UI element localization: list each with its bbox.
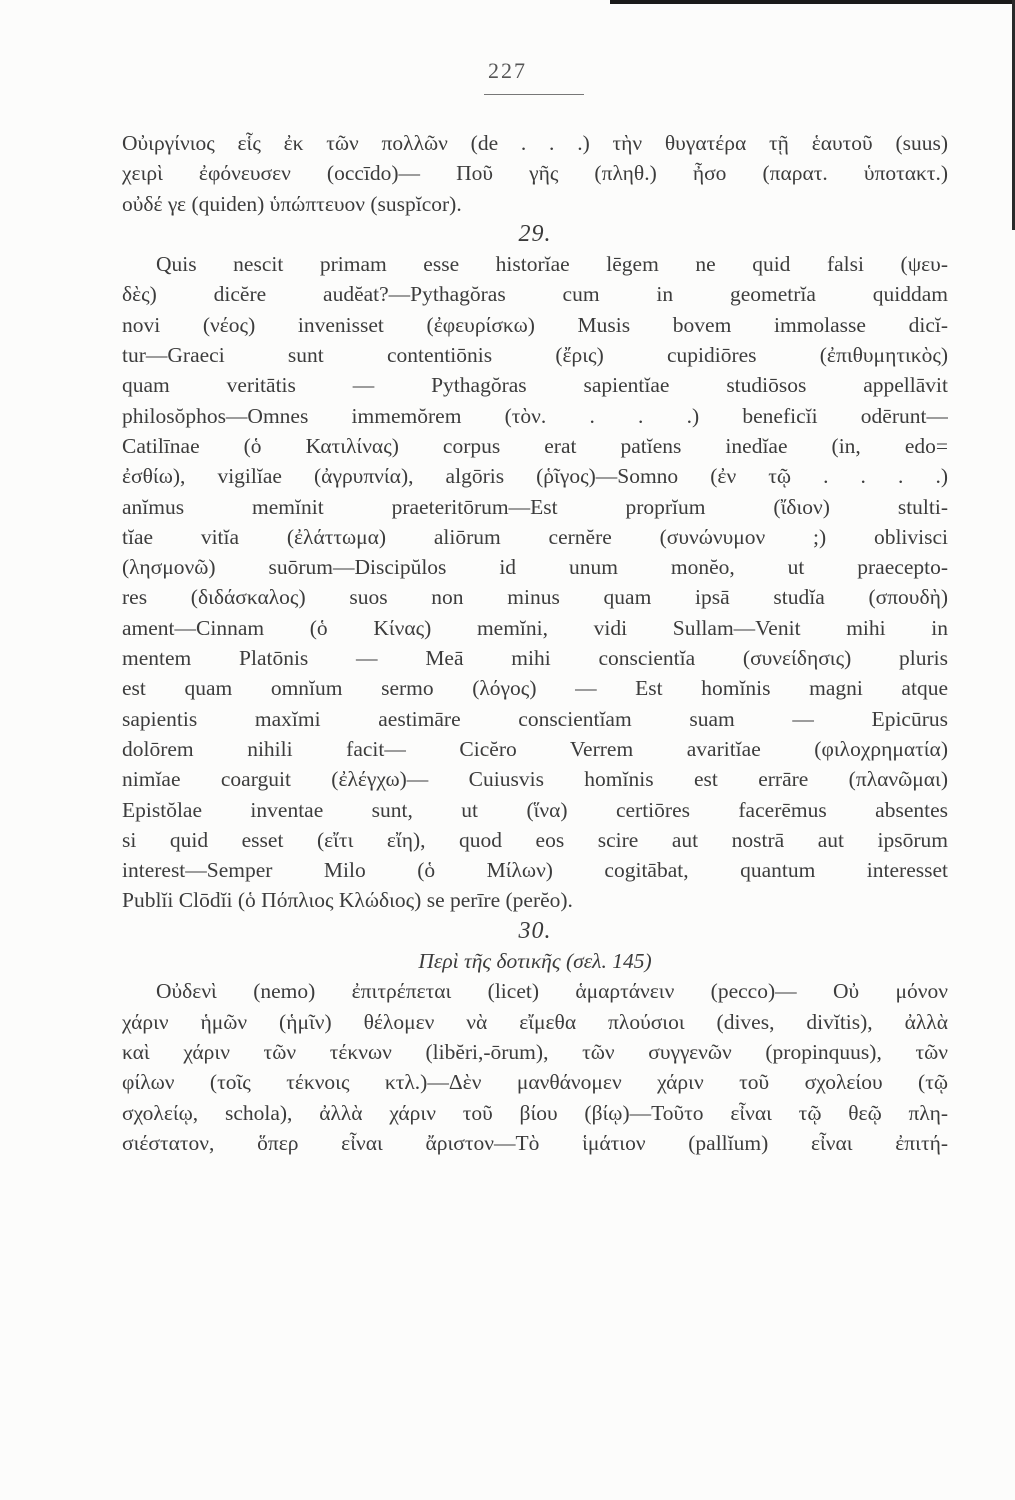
text-line: Οὐδενὶ (nemo) ἐπιτρέπεται (licet) ἁμαρτάνειν (pecco)— Οὐ μόνον — [156, 979, 948, 1004]
text-line: quam veritātis — Pythagŏras sapientĭae studiōsos appellāvit — [122, 373, 948, 398]
text-line: σιέστατον, ὅπερ εἶναι ἄριστον—Τὸ ἱμάτιον (pallĭum) εἶναι ἐπιτή- — [122, 1130, 948, 1155]
text-line: δὲς) dicĕre audĕat?—Pythagŏras cum in geometrĭa quiddam — [122, 282, 948, 307]
text-line: tur—Graeci sunt contentiōnis (ἔρις) cupidiōres (ἐπιθυμητικὸς) — [122, 343, 948, 368]
text-line: Publĭi Clōdĭi (ὁ Πόπλιος Κλώδιος) se perīre (perĕo). — [122, 888, 573, 913]
text-line: nimĭae coarguit (ἐλέγχω)— Cuiusvis homĭnis est errāre (πλανῶμαι) — [122, 767, 948, 792]
scan-border-top — [610, 0, 1015, 4]
text-line: οὐδέ γε (quiden) ὑπώπτευον (suspĭcor). — [122, 191, 462, 216]
text-line: novi (νέος) invenisset (ἐφευρίσκω) Musis bovem immolasse dicĭ- — [122, 312, 948, 337]
text-line: est quam omnĭum sermo (λόγος) — Est homĭnis magni atque — [122, 676, 948, 701]
text-line: καὶ χάριν τῶν τέκνων (libĕri,-ōrum), τῶν συγγενῶν (propinquus), τῶν — [122, 1039, 948, 1064]
text-line: Epistŏlae inventae sunt, ut (ἵνα) certiōres facerēmus absentes — [122, 797, 948, 822]
text-line: ament—Cinnam (ὁ Κίνας) memĭni, vidi Sullam—Venit mihi in — [122, 615, 948, 640]
text-line: Οὐιργίνιος εἷς ἐκ τῶν πολλῶν (de . . .) τὴν θυγατέρα τῇ ἑαυτοῦ (suus) — [122, 131, 948, 155]
text-line: sapientis maxĭmi aestimāre conscientĭam suam — Epicūrus — [122, 706, 948, 731]
section-heading-30: 30. — [518, 917, 552, 944]
text-line: mentem Platōnis — Meā mihi conscientĭa (συνείδησις) pluris — [122, 646, 948, 671]
page-number-rule — [484, 94, 584, 95]
page-number: 227 — [488, 58, 527, 83]
text-line: Catilīnae (ὁ Κατιλίνας) corpus erat patĭens inedĭae (in, edo= — [122, 433, 948, 458]
text-line: philosŏphos—Omnes immemŏrem (τὸν. . . .) beneficĭi odērunt— — [122, 403, 948, 428]
text-line: tĭae vitĭa (ἐλάττωμα) aliōrum cernĕre (συνώνυμον ;) oblivisci — [122, 524, 948, 549]
text-line: Quis nescit primam esse historĭae lēgem ne quid falsi (ψευ- — [156, 252, 948, 277]
text-line: dolōrem nihili facit— Cicĕro Verrem avaritĭae (φιλοχρηματία) — [122, 736, 948, 761]
body-text — [122, 128, 948, 1158]
section-heading-29: 29. — [518, 220, 552, 247]
text-line: anĭmus memĭnit praeteritōrum—Est proprĭum (ἴδιον) stulti- — [122, 494, 948, 519]
text-line: (λησμονῶ) suōrum—Discipŭlos id unum monĕo, ut praecepto- — [122, 555, 948, 580]
section-subheading: Περὶ τῆς δοτικῆς (σελ. 145) — [418, 949, 652, 974]
text-line: ἐσθίω), vigilĭae (ἀγρυπνία), algōris (ῥῖγος)—Somno (ἐν τῷ . . . .) — [122, 464, 948, 489]
text-line: χειρὶ ἐφόνευσεν (occīdo)— Ποῦ γῆς (πληθ.) ἦσο (παρατ. ὑποτακτ.) — [122, 161, 948, 186]
text-line: res (διδάσκαλος) suos non minus quam ipsā studĭa (σπουδὴ) — [122, 585, 948, 610]
text-line: σχολείῳ, schola), ἀλλὰ χάριν τοῦ βίου (βίῳ)—Τοῦτο εἶναι τῷ θεῷ πλη- — [122, 1100, 948, 1125]
text-line: interest—Semper Milo (ὁ Μίλων) cogitābat, quantum interesset — [122, 858, 948, 883]
text-line: χάριν ἡμῶν (ἡμῖν) θέλομεν νὰ εἴμεθα πλούσιοι (dives, divĭtis), ἀλλὰ — [122, 1009, 948, 1034]
text-line: si quid esset (εἴτι εἴη), quod eos scire aut nostrā aut ipsōrum — [122, 827, 948, 852]
text-line: φίλων (τοῖς τέκνοις κτλ.)—Δὲν μανθάνομεν χάριν τοῦ σχολείου (τῷ — [122, 1070, 948, 1095]
